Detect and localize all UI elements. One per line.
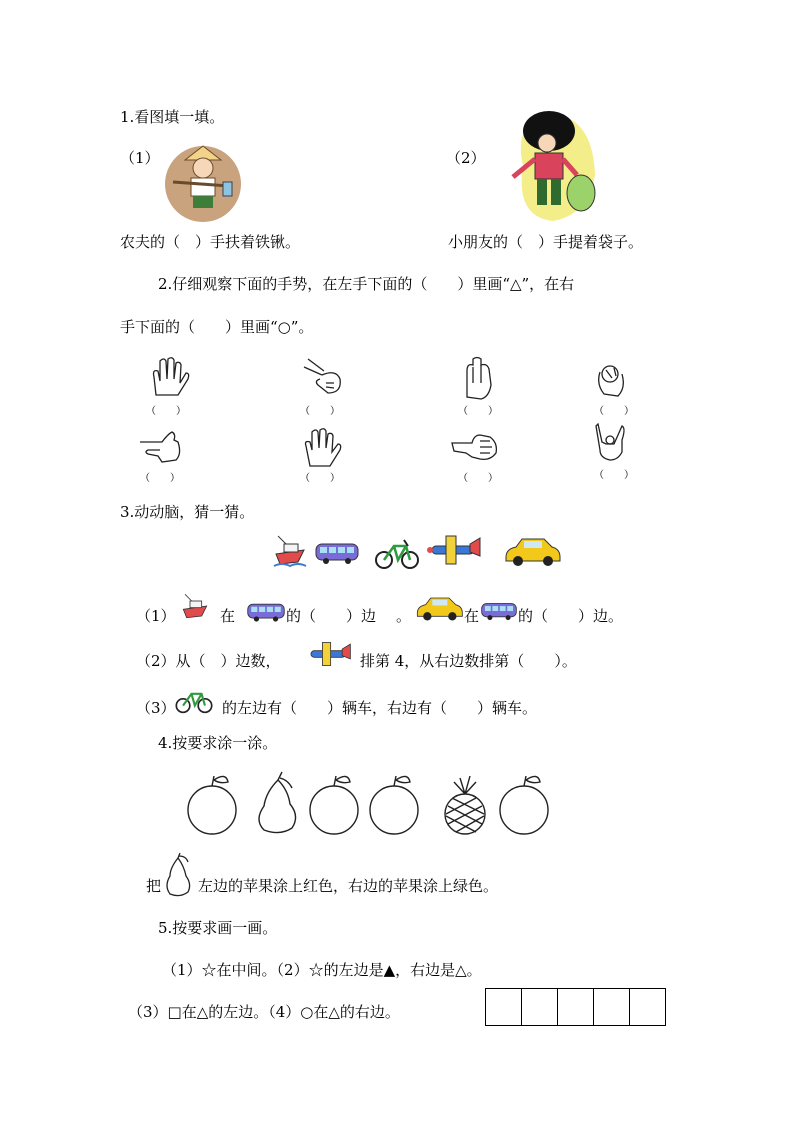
apple-icon [310, 776, 358, 834]
q1-sentence-1: 农夫的（ ）手扶着铁锹。 [120, 233, 301, 251]
q3-s2-b: 排第 4，从右边数排第（ ）。 [360, 652, 577, 670]
hand-horns-icon [592, 422, 628, 462]
q5-title: 5.按要求画一画。 [158, 919, 278, 937]
q4-instruction: 左边的苹果涂上红色，右边的苹果涂上绿色。 [198, 877, 499, 895]
boat-icon [180, 590, 210, 622]
bicycle-icon [174, 682, 214, 714]
q3-s1-zai2: 在 [464, 607, 480, 625]
bicycle-icon [374, 532, 420, 570]
apple-icon [370, 776, 418, 834]
apple-icon [188, 776, 236, 834]
q3-s1-zai: 在 [220, 607, 236, 625]
farmer-illustration [163, 138, 243, 223]
answer-blank[interactable]: （ ） [594, 470, 634, 481]
hand-open-palm-icon [146, 355, 192, 401]
q1-sentence-2: 小朋友的（ ）手提着袋子。 [448, 233, 644, 251]
boat-icon [272, 532, 308, 568]
q3-s2-a: （2）从（ ）边数， [136, 652, 281, 670]
apple-icon [500, 776, 548, 834]
car-icon [414, 594, 464, 622]
q3-s1-de: 的（ ）边 [286, 607, 377, 625]
answer-blank[interactable]: （ ） [140, 473, 180, 484]
q3-s1-dot: 。 [396, 607, 412, 625]
hand-ok-icon [590, 360, 630, 402]
hand-thumbs-side-icon [450, 433, 500, 463]
pineapple-icon [445, 776, 485, 834]
car-icon [502, 535, 562, 567]
airplane-icon [306, 640, 352, 668]
grid-cell[interactable] [558, 989, 594, 1025]
bus-icon [314, 540, 360, 566]
hand-fist-up-icon [459, 355, 499, 401]
hand-open-palm-icon [300, 426, 344, 470]
q2-line-2: 手下面的（ ）里画“○”。 [120, 318, 314, 336]
q2-line-1: 2.仔细观察下面的手势，在左手下面的（ ）里画“△”，在右 [158, 275, 575, 293]
child-illustration [503, 105, 599, 223]
fruit-row [180, 770, 560, 836]
drawing-grid[interactable] [485, 988, 666, 1026]
answer-blank[interactable]: （ ） [300, 473, 340, 484]
answer-blank[interactable]: （ ） [458, 473, 498, 484]
q3-title: 3.动动脑，猜一猜。 [120, 503, 255, 521]
grid-cell[interactable] [486, 989, 522, 1025]
q5-line-2: （3）□在△的左边。（4）○在△的右边。 [128, 1003, 400, 1021]
pear-icon [162, 852, 194, 898]
q3-s1-label: （1） [136, 607, 176, 625]
q1-sub1-label: （1） [120, 149, 160, 167]
q3-s3-text: 的左边有（ ）辆车，右边有（ ）辆车。 [222, 699, 538, 717]
q5-line-1: （1）☆在中间。（2）☆的左边是▲，右边是△。 [162, 961, 482, 979]
pear-icon [259, 772, 296, 833]
q3-s1-de2: 的（ ）边。 [518, 607, 624, 625]
hand-pointing-left-icon [138, 430, 184, 466]
bus-icon [480, 600, 518, 622]
answer-blank[interactable]: （ ） [300, 406, 340, 417]
answer-blank[interactable]: （ ） [146, 406, 186, 417]
hand-two-fingers-icon [300, 353, 346, 399]
answer-blank[interactable]: （ ） [458, 406, 498, 417]
answer-blank[interactable]: （ ） [594, 406, 634, 417]
q4-title: 4.按要求涂一涂。 [158, 734, 278, 752]
bus-icon [246, 600, 286, 624]
airplane-icon [426, 534, 482, 566]
q1-sub2-label: （2） [446, 149, 486, 167]
q3-s3-label: （3） [136, 699, 176, 717]
grid-cell[interactable] [594, 989, 630, 1025]
q1-title: 1.看图填一填。 [120, 108, 225, 126]
q4-ba: 把 [146, 877, 162, 895]
grid-cell[interactable] [522, 989, 558, 1025]
grid-cell[interactable] [630, 989, 665, 1025]
